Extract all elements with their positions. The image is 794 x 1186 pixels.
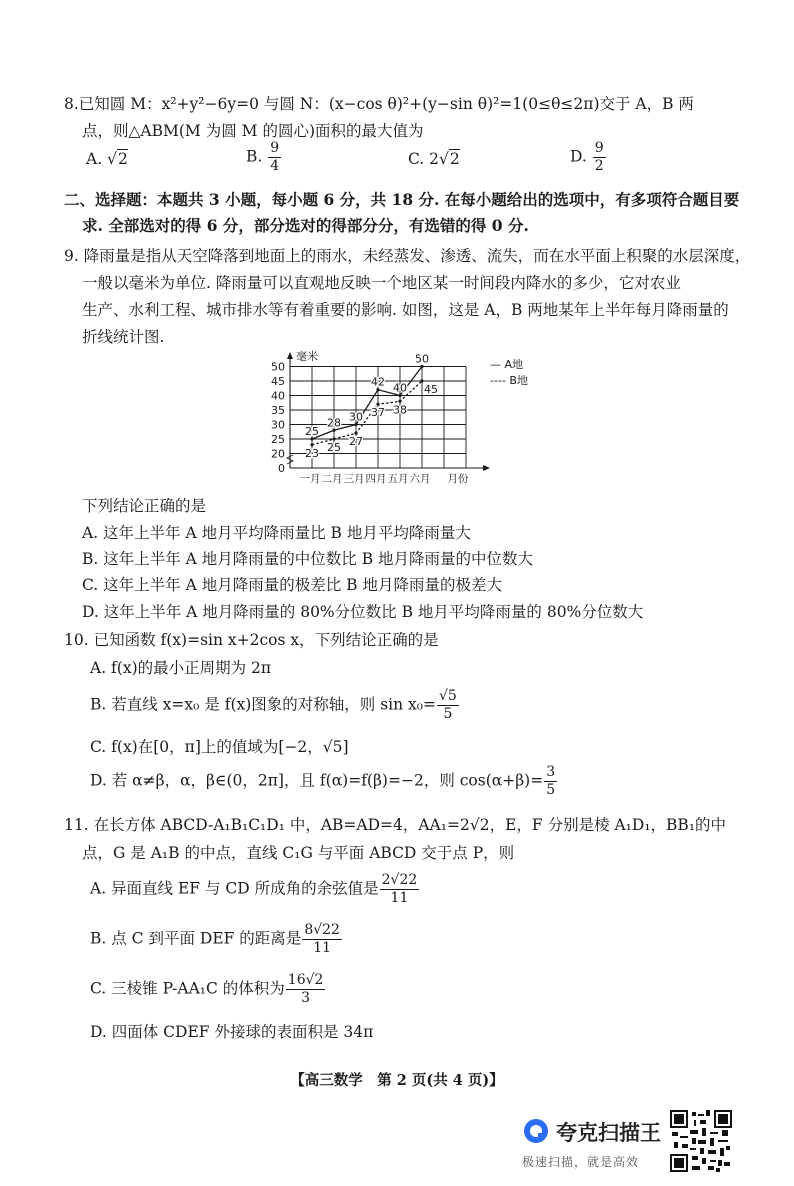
legend-entry-a: — A地 [490,358,524,371]
q10-option-d [90,764,558,799]
scanner-watermark [520,1113,670,1169]
q8-line2: 点，则△ABM(M 为圆 M 的圆心)面积的最大值为 [82,122,424,140]
data-label-a: 30 [349,410,363,424]
x-tick-label: 二月 [321,473,343,485]
q8-option-d-label: D. [570,147,587,166]
x-tick-label: 三月 [343,473,365,485]
y-tick-label: 30 [271,418,285,432]
q8-option-d [570,140,607,175]
q10-option-b-fraction [437,688,459,723]
rainfall-line-chart [258,350,558,490]
q11-option-a-numerator: 2√22 [381,872,418,888]
q10-option-d-denominator: 5 [546,782,556,798]
y-axis-arrow [287,352,293,359]
section2-line1: 二、选择题：本题共 3 小题，每小题 6 分，共 18 分. 在每小题给出的选项中，有多项符合题目要 [64,190,740,209]
q11-option-b-numerator: 8√22 [304,922,340,938]
data-label-b: 25 [327,441,341,454]
q11-option-a-text: A. 异面直线 EF 与 CD 所成角的余弦值是 [90,879,379,898]
q11-option-b-fraction [302,922,342,957]
data-label-b: 45 [424,383,438,396]
data-label-b: 23 [305,446,319,460]
y-tick-label: 20 [271,447,285,461]
scanner-logo-icon [522,1117,550,1145]
q11-option-a-denominator: 11 [390,890,409,906]
q11-option-c-text: C. 三棱锥 P-AA₁C 的体积为 [90,979,285,998]
q8-option-a-label: A. [86,150,103,168]
q10-option-d-fraction [544,764,557,799]
q11-option-c [90,972,326,1007]
q9-option-d: D. 这年上半年 A 地月降雨量的 80%分位数比 B 地月平均降雨量的 80%分位数大 [82,603,644,621]
y-axis-break [287,455,293,464]
q8-option-a [86,150,128,168]
q11-line2: 点，G 是 A₁B 的中点，直线 C₁G 与平面 ABCD 交于点 P，则 [82,844,515,862]
q11-option-b [90,922,343,957]
y-tick-label: 25 [271,433,285,446]
data-label-b: 37 [371,406,385,420]
q11-option-d: D. 四面体 CDEF 外接球的表面积是 34π [90,1023,374,1041]
q8-option-c-value: √2 [439,150,460,168]
q9-option-b: B. 这年上半年 A 地月降雨量的中位数比 B 地月降雨量的中位数大 [82,550,534,568]
q8-option-b [246,140,282,175]
q10-option-a: A. f(x)的最小正周期为 2π [90,659,272,677]
q8-option-c [408,150,460,168]
qr-code-icon [670,1110,732,1172]
x-tick-label: 六月 [409,473,431,485]
section2-line2: 求. 全部选对的得 6 分，部分选对的得部分分，有选错的得 0 分. [82,216,529,235]
q11-option-c-denominator: 3 [301,990,311,1006]
q10-option-b [90,688,460,723]
q11-option-c-numerator: 16√2 [287,972,324,988]
q9-prompt: 下列结论正确的是 [82,497,207,515]
q10-option-b-numerator: √5 [438,688,457,704]
x-tick-label: 一月 [299,473,321,485]
q11-option-a-fraction [380,872,420,907]
q9-option-c: C. 这年上半年 A 地月降雨量的极差比 B 地月降雨量的极差大 [82,576,502,594]
q8-option-b-denominator: 4 [270,158,280,174]
data-label-a: 50 [415,352,429,366]
data-label-b: 27 [349,435,363,449]
data-label-a: 28 [327,416,341,430]
q8-option-c-label: C. 2 [408,150,440,168]
q11-option-a [90,872,420,907]
x-axis-label: 月份 [447,473,469,485]
q9-line2: 一般以毫米为单位. 降雨量可以直观地反映一个地区某一时间段内降水的多少，它对农业 [82,274,681,292]
q8-option-a-radicand: 2 [117,150,128,168]
x-tick-label: 五月 [387,473,409,485]
q10-option-d-numerator: 3 [546,764,556,780]
q8-line1: 8.已知圆 M：x²+y²−6y=0 与圆 N：(x−cos θ)²+(y−sin θ)²=1(0≤θ≤2π)交于 A，B 两 [64,95,694,113]
q11-line1: 11. 在长方体 ABCD-A₁B₁C₁D₁ 中，AB=AD=4，AA₁=2√2，E，F 分别是棱 A₁D₁，BB₁的中 [64,816,727,834]
data-label-a: 25 [305,425,319,438]
q8-option-b-label: B. [246,147,263,166]
data-label-b: 38 [393,403,407,417]
q8-option-a-value: √2 [107,150,128,168]
q8-option-d-denominator: 2 [594,158,604,174]
q11-option-b-text: B. 点 C 到平面 DEF 的距离是 [90,929,302,948]
legend-entry-b: ---- B地 [490,374,528,387]
y-tick-label: 50 [271,360,285,374]
q9-option-a: A. 这年上半年 A 地月平均降雨量比 B 地月平均降雨量大 [82,524,471,542]
scanner-brand: 夸克扫描王 [556,1121,661,1145]
q10-option-c: C. f(x)在[0，π]上的值域为[−2，√5] [90,738,349,756]
page-footer: 【高三数学 第 2 页(共 4 页)】 [290,1072,504,1089]
q8-option-d-fraction [593,140,606,175]
scanner-slogan: 极速扫描，就是高效 [522,1155,640,1169]
y-tick-label: 40 [271,389,285,403]
q8-option-c-radicand: 2 [449,150,460,168]
x-tick-label: 四月 [365,473,387,485]
y-tick-label: 45 [271,375,285,388]
q11-option-b-denominator: 11 [313,940,332,956]
q10-option-b-text: B. 若直线 x=x₀ 是 f(x)图象的对称轴，则 sin x₀= [90,695,436,714]
q8-option-b-numerator: 9 [270,140,280,156]
q8-option-b-fraction [268,140,281,175]
q9-line4: 折线统计图. [82,328,165,346]
q9-line3: 生产、水利工程、城市排水等有着重要的影响. 如图，这是 A，B 两地某年上半年每月降雨量的 [82,301,729,319]
x-axis-arrow [483,465,490,471]
data-label-a: 42 [371,375,385,389]
y-axis-label: 毫米 [296,350,318,363]
y-tick-label: 35 [271,404,285,417]
data-label-a: 40 [393,381,407,395]
y-tick-label: 0 [278,462,285,475]
q10-option-d-text: D. 若 α≠β，α，β∈(0，2π]，且 f(α)=f(β)=−2，则 cos(α+β)= [90,771,544,790]
q11-option-c-fraction [286,972,326,1007]
q10-option-b-denominator: 5 [443,706,453,722]
q8-option-d-numerator: 9 [594,140,604,156]
q10-line1: 10. 已知函数 f(x)=sin x+2cos x，下列结论正确的是 [64,631,439,649]
q9-line1: 9. 降雨量是指从天空降落到地面上的雨水，未经蒸发、渗透、流失，而在水平面上积聚的水层深度， [64,247,751,265]
